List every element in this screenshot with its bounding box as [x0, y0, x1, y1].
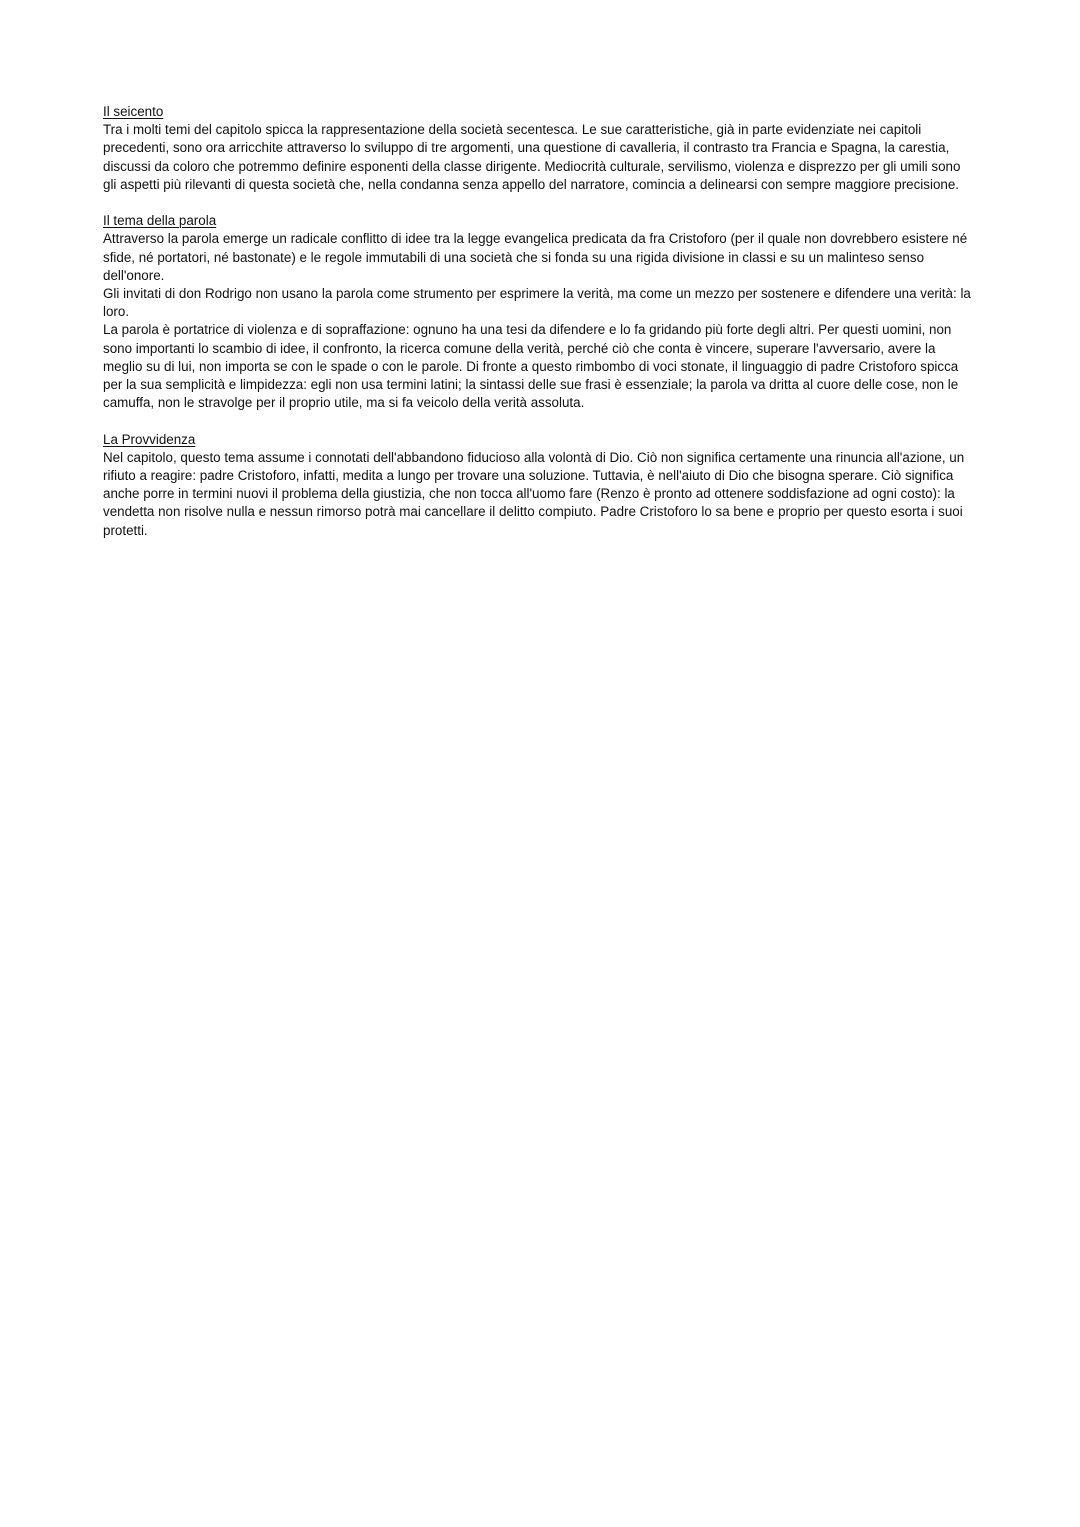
paragraph: Attraverso la parola emerge un radicale conflitto di idee tra la legge evangelica predicata da fra Cristoforo (per il quale non dovrebbero esistere né sfide, né portatori, né bastonate) e le regole immutabili di una società che si fonda su una rigida divisione in classi e su un malinteso senso dell'onore.: [103, 231, 968, 283]
section-tema-della-parola: [103, 212, 975, 412]
section-seicento: [103, 103, 975, 194]
paragraph: Tra i molti temi del capitolo spicca la rappresentazione della società secentesca. Le sue caratteristiche, già in parte evidenziate nei capitoli precedenti, sono ora arricchite attraverso lo sviluppo di tre argomenti, una questione di cavalleria, il contrasto tra Francia e Spagna, la carestia, discussi da coloro che potremmo definire esponenti della classe dirigente. Mediocrità culturale, servilismo, violenza e disprezzo per gli umili sono gli aspetti più rilevanti di questa società che, nella condanna senza appello del narratore, comincia a delinearsi con sempre maggiore precisione.: [103, 122, 961, 192]
section-heading: Il tema della parola: [103, 213, 217, 229]
paragraph: Gli invitati di don Rodrigo non usano la parola come strumento per esprimere la verità, ma come un mezzo per sostenere e difendere una verità: la loro.: [103, 286, 971, 320]
paragraph: Nel capitolo, questo tema assume i connotati dell'abbandono fiducioso alla volontà di Dio. Ciò non significa certamente una rinuncia all'azione, un rifiuto a reagire: padre Cristoforo, infatti, medita a lungo per trovare una soluzione. Tuttavia, è nell'aiuto di Dio che bisogna sperare. Ciò significa anche porre in termini nuovi il problema della giustizia, che non tocca all'uomo fare (Renzo è pronto ad ottenere soddisfazione ad ogni costo): la vendetta non risolve nulla e nessun rimorso potrà mai cancellare il delitto compiuto. Padre Cristoforo lo sa bene e proprio per questo esorta i suoi protetti.: [103, 449, 965, 538]
document-page: [103, 103, 975, 558]
section-heading: La Provvidenza: [103, 431, 196, 447]
paragraph: La parola è portatrice di violenza e di sopraffazione: ognuno ha una tesi da difendere e lo fa gridando più forte degli altri. Per questi uomini, non sono importanti lo scambio di idee, il confronto, la ricerca comune della verità, perché ciò che conta è vincere, superare l'avversario, avere la meglio su di lui, non importa se con le spade o con le parole. Di fronte a questo rimbombo di voci stonate, il linguaggio di padre Cristoforo spicca per la sua semplicità e limpidezza: egli non usa termini latini; la sintassi delle sue frasi è essenziale; la parola va dritta al cuore delle cose, non le camuffa, non le stravolge per il proprio utile, ma si fa veicolo della verità assoluta.: [103, 322, 959, 411]
section-heading: Il seicento: [103, 104, 164, 119]
section-provvidenza: [103, 431, 975, 540]
